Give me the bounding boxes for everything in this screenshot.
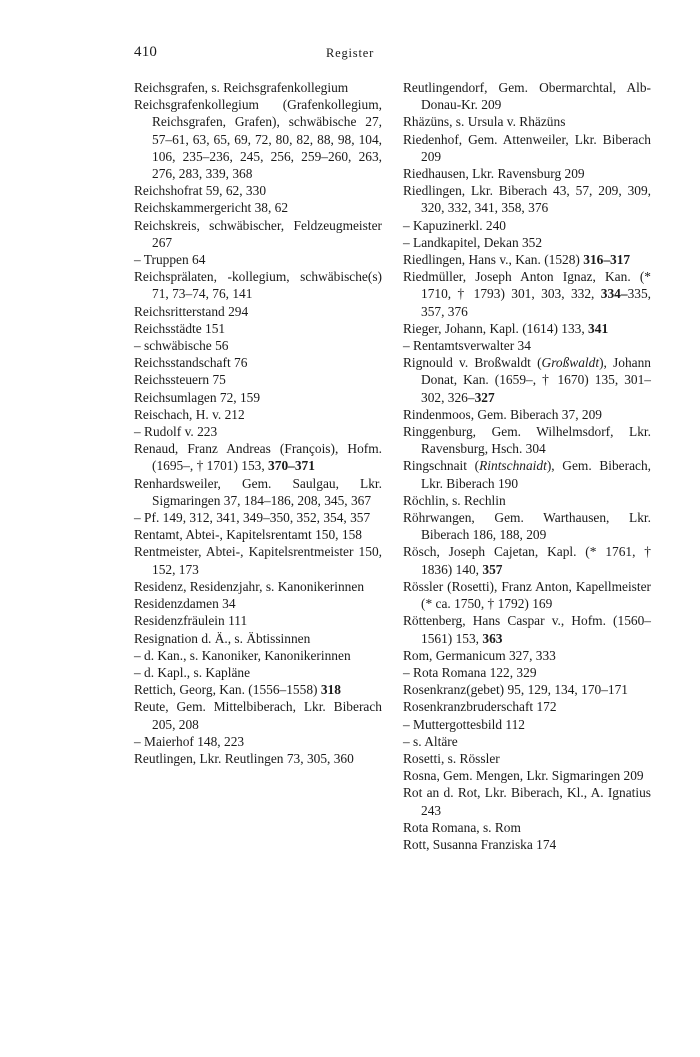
index-entry: Röchlin, s. Rechlin <box>403 492 506 508</box>
index-entry: – Kapuzinerkl. 240 <box>403 217 507 233</box>
index-entry: Rindenmoos, Gem. Biberach 37, 209 <box>403 406 602 422</box>
index-entry: Resignation d. Ä., s. Äbtissinnen <box>134 630 311 646</box>
index-entry: Residenz, Residenzjahr, s. Kanonikerinnen <box>134 578 365 594</box>
index-entry: Reutlingendorf, Gem. Obermarchtal, Alb-Donau-Kr. 209 <box>403 80 651 113</box>
index-entry: Reichsgrafen, s. Reichsgrafenkollegium <box>134 80 349 95</box>
index-entry: Rösch, Joseph Cajetan, Kapl. (* 1761, † 1836) 140, 357 <box>403 544 651 577</box>
index-entry: Rosna, Gem. Mengen, Lkr. Sigmaringen 209 <box>403 768 644 784</box>
index-entry: Reutlingen, Lkr. Reutlingen 73, 305, 360 <box>134 750 354 766</box>
index-column-right <box>403 79 651 853</box>
index-entry: Rhäzüns, s. Ursula v. Rhäzüns <box>403 114 566 130</box>
index-entry: Rentamt, Abtei-, Kapitelsrentamt 150, 158 <box>134 527 362 543</box>
index-entry: Röttenberg, Hans Caspar v., Hofm. (1560–1561) 153, 363 <box>403 613 651 646</box>
index-entry: – Pf. 149, 312, 341, 349–350, 352, 354, 357 <box>134 510 371 526</box>
index-entry: Residenzfräulein 111 <box>134 613 248 629</box>
index-entry: Rot an d. Rot, Lkr. Biberach, Kl., A. Ignatius 243 <box>403 785 651 818</box>
index-entry: Reischach, H. v. 212 <box>134 406 245 422</box>
index-entry: Reichskreis, schwäbischer, Feldzeugmeister 267 <box>134 217 382 250</box>
index-entry: – Maierhof 148, 223 <box>134 733 245 749</box>
index-entry: Riedenhof, Gem. Attenweiler, Lkr. Biberach 209 <box>403 131 651 164</box>
index-entry: Reute, Gem. Mittelbiberach, Lkr. Biberach 205, 208 <box>134 699 382 732</box>
index-entry: – Truppen 64 <box>134 252 206 268</box>
index-entry: – Rota Romana 122, 329 <box>403 664 537 680</box>
index-entry: Riedlingen, Lkr. Biberach 43, 57, 209, 309, 320, 332, 341, 358, 376 <box>403 183 651 216</box>
index-entry: Renhardsweiler, Gem. Saulgau, Lkr. Sigmaringen 37, 184–186, 208, 345, 367 <box>134 475 382 508</box>
index-entry: Reichskammergericht 38, 62 <box>134 200 289 216</box>
index-entry: – Rentamtsverwalter 34 <box>403 338 531 354</box>
index-entry: – Muttergottesbild 112 <box>403 716 525 732</box>
index-entry: – Rudolf v. 223 <box>134 424 218 440</box>
index-entry: Rignould v. Broßwaldt (Großwaldt), Johann Donat, Kan. (1659–, † 1670) 135, 301–302, 326–327 <box>403 355 651 405</box>
index-entry: Reichssteuern 75 <box>134 372 226 388</box>
index-entry: Rota Romana, s. Rom <box>403 819 521 835</box>
index-entry: – d. Kan., s. Kanoniker, Kanonikerinnen <box>134 647 351 663</box>
index-entry: Rosetti, s. Rössler <box>403 750 500 766</box>
index-entry: Reichsstädte 151 <box>134 320 226 336</box>
running-head: Register <box>325 46 375 60</box>
index-entry: Reichsritterstand 294 <box>134 303 249 319</box>
index-entry: Rettich, Georg, Kan. (1556–1558) 318 <box>134 682 341 698</box>
index-entry: Ringgenburg, Gem. Wilhelmsdorf, Lkr. Ravensburg, Hsch. 304 <box>403 424 651 457</box>
index-entry: Röhrwangen, Gem. Warthausen, Lkr. Biberach 186, 188, 209 <box>403 510 651 543</box>
index-entry: – schwäbische 56 <box>134 338 229 354</box>
index-entry: Rosenkranz(gebet) 95, 129, 134, 170–171 <box>403 682 628 698</box>
index-entry: Renaud, Franz Andreas (François), Hofm. (1695–, † 1701) 153, 370–371 <box>134 441 382 474</box>
index-entry: Ringschnait (Rintschnaidt), Gem. Biberach, Lkr. Biberach 190 <box>403 458 652 491</box>
index-entry: Rosenkranzbruderschaft 172 <box>403 699 557 715</box>
index-entry: Residenzdamen 34 <box>134 596 236 612</box>
index-entry: Riedlingen, Hans v., Kan. (1528) 316–317 <box>403 252 631 268</box>
index-entry: – s. Altäre <box>403 733 458 749</box>
index-entry: Rom, Germanicum 327, 333 <box>403 647 556 663</box>
index-entry: Reichsstandschaft 76 <box>134 355 248 371</box>
index-entry: Reichshofrat 59, 62, 330 <box>134 183 267 199</box>
index-entry: Rott, Susanna Franziska 174 <box>403 836 557 852</box>
index-entry: Rentmeister, Abtei-, Kapitelsrentmeister 150, 152, 173 <box>134 544 382 577</box>
index-entry: – d. Kapl., s. Kapläne <box>134 664 251 680</box>
page-number: 410 <box>134 44 158 60</box>
index-entry: Reichsumlagen 72, 159 <box>134 389 261 405</box>
index-column-left <box>134 79 382 767</box>
index-entry: Reichsprälaten, -kollegium, schwäbische(s) 71, 73–74, 76, 141 <box>134 269 382 302</box>
index-entry: Riedmüller, Joseph Anton Ignaz, Kan. (* 1710, † 1793) 301, 303, 332, 334–335, 357, 376 <box>403 269 651 319</box>
index-entry: Rieger, Johann, Kapl. (1614) 133, 341 <box>403 320 609 336</box>
index-entry: – Landkapitel, Dekan 352 <box>403 234 543 250</box>
index-entry: Rössler (Rosetti), Franz Anton, Kapellmeister (* ca. 1750, † 1792) 169 <box>403 578 651 612</box>
index-entry: Riedhausen, Lkr. Ravensburg 209 <box>403 166 585 182</box>
index-entry: Reichsgrafenkollegium (Grafenkollegium, Reichsgrafen, Grafen), schwäbische 27, 57–61, 63, 65, 69, 72, 80, 82, 88, 98, 104, 106, 235–236, 245, 256, 259–260, 263, 276, 283, 339, 368 <box>134 97 382 182</box>
